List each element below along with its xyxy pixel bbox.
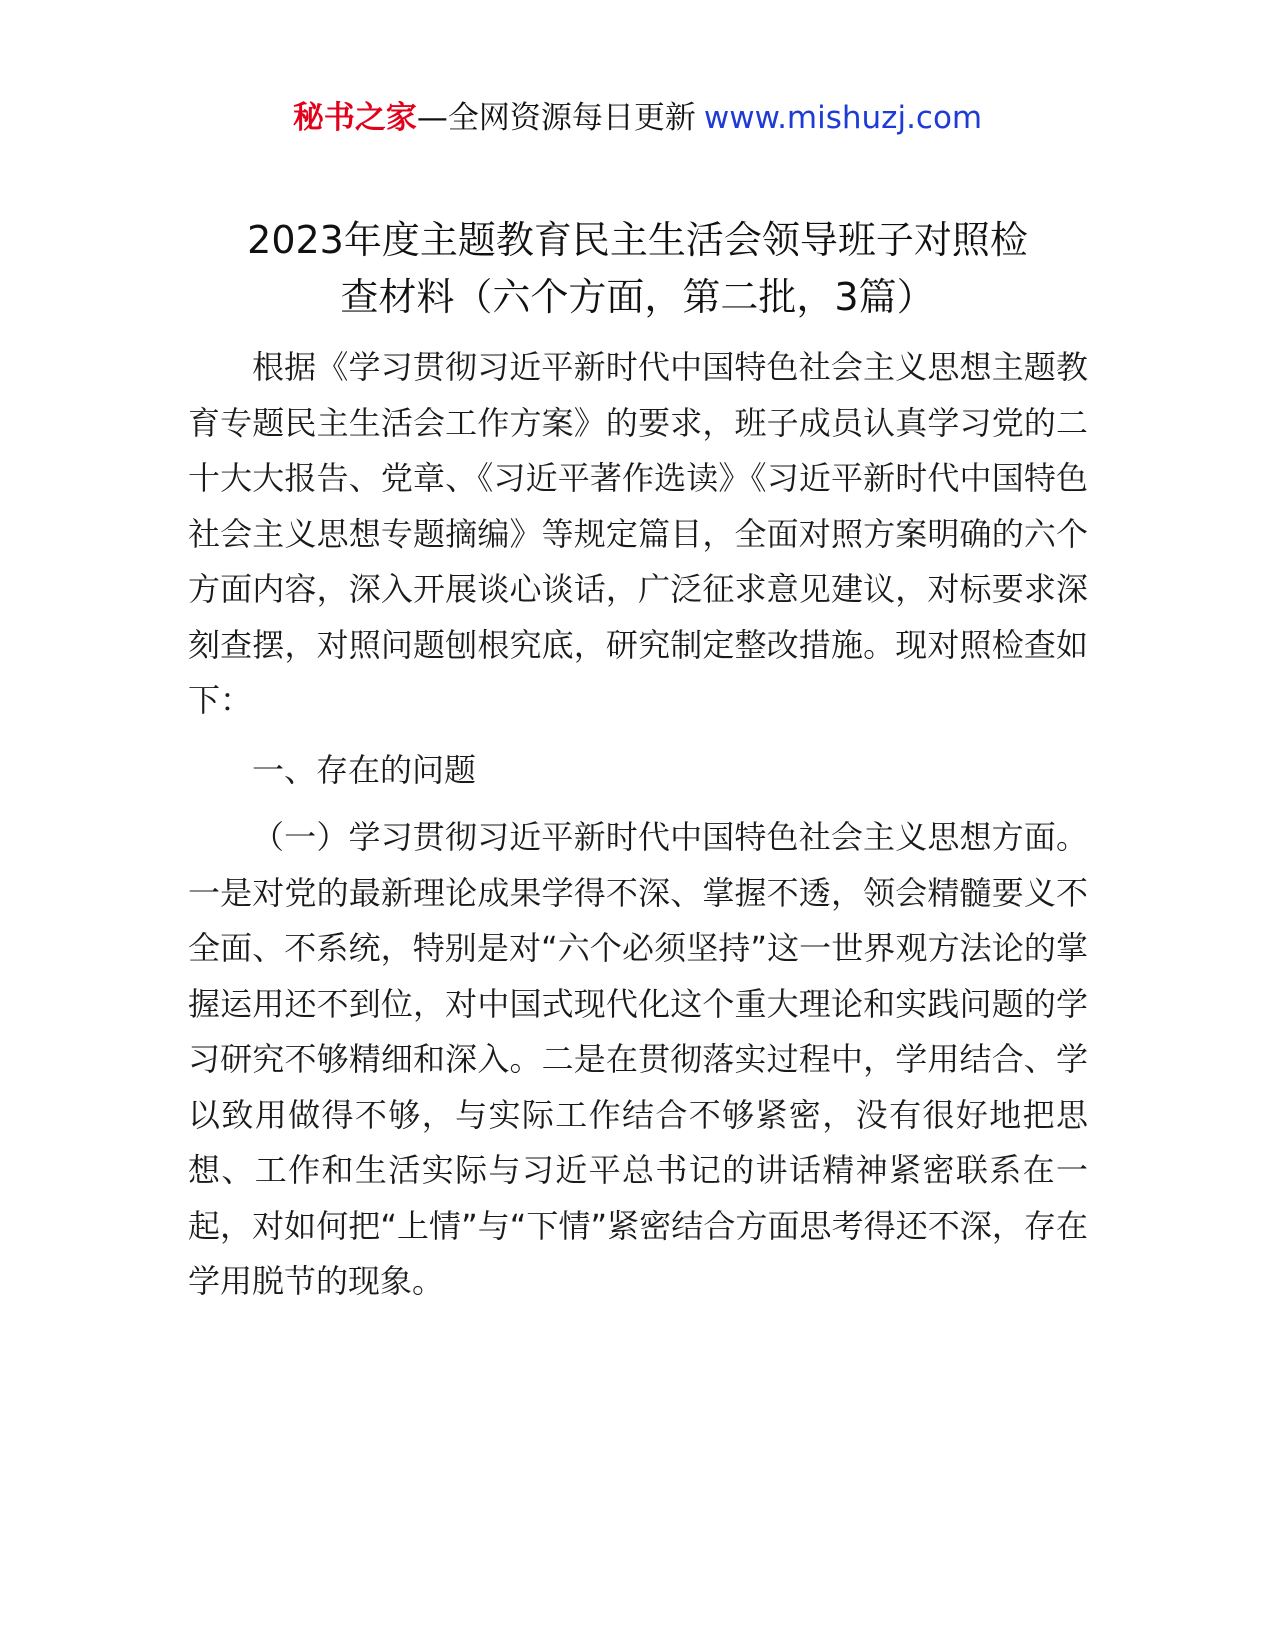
- document-title: [180, 212, 1095, 326]
- site-url-link[interactable]: www.mishuzj.com: [703, 100, 983, 136]
- intro-paragraph: 根据《学习贯彻习近平新时代中国特色社会主义思想主题教育专题民主生活会工作方案》的要求，班子成员认真学习党的二十大大报告、党章、《习近平著作选读》《习近平新时代中国特色社会主义思想专题摘编》等规定篇目，全面对照方案明确的六个方面内容，深入开展谈心谈话，广泛征求意见建议，对标要求深刻查摆，对照问题刨根究底，研究制定整改措施。现对照检查如下：: [188, 348, 1088, 719]
- site-header: [0, 98, 1275, 138]
- title-line-2: 查材料（六个方面，第二批，3篇）: [340, 275, 935, 319]
- brand-name: 秘书之家: [292, 100, 417, 136]
- section-heading: 一、存在的问题: [252, 750, 477, 789]
- title-line-1: 2023年度主题教育民主生活会领导班子对照检: [247, 218, 1028, 262]
- header-slogan: —全网资源每日更新: [416, 100, 696, 136]
- section-paragraph: （一）学习贯彻习近平新时代中国特色社会主义思想方面。一是对党的最新理论成果学得不深、掌握不透，领会精髓要义不全面、不系统，特别是对“六个必须坚持”这一世界观方法论的掌握运用还不到位，对中国式现代化这个重大理论和实践问题的学习研究不够精细和深入。二是在贯彻落实过程中，学用结合、学以致用做得不够，与实际工作结合不够紧密，没有很好地把思想、工作和生活实际与习近平总书记的讲话精神紧密联系在一起，对如何把“上情”与“下情”紧密结合方面思考得还不深，存在学用脱节的现象。: [188, 818, 1088, 1300]
- document-body: [188, 340, 1088, 1310]
